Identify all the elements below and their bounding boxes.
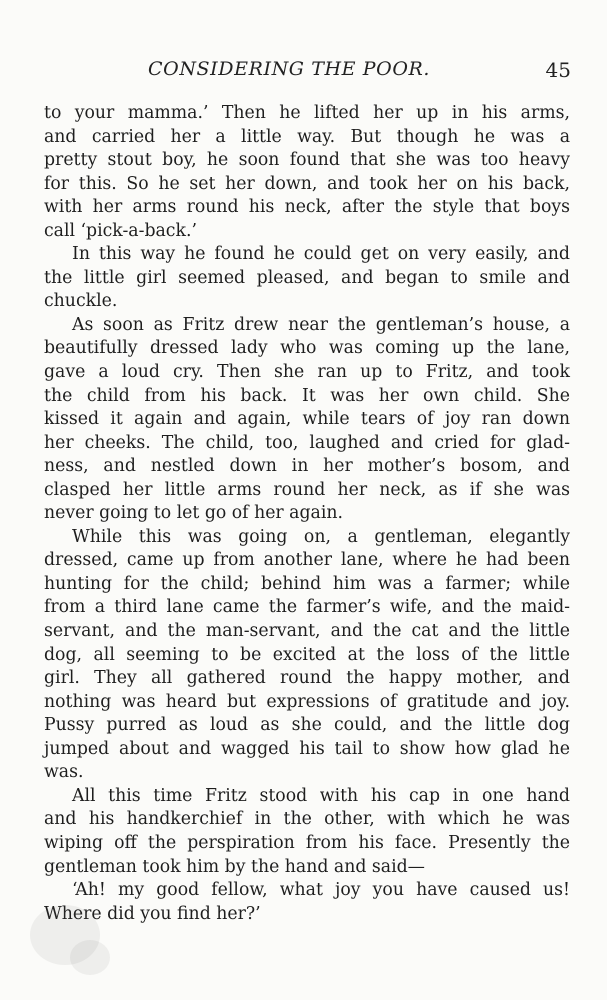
text-line: wiping off the perspiration from his face. Presently the: [44, 832, 570, 853]
text-line: dressed, came up from another lane, where he had been: [44, 550, 570, 571]
text-line: never going to let go of her again.: [44, 503, 343, 524]
text-line: for this. So he set her down, and took her on his back,: [44, 173, 570, 194]
paper-smudge: [70, 940, 110, 975]
text-line: and carried her a little way. But though he was a: [44, 126, 570, 147]
text-line: and his handkerchief in the other, with which he was: [44, 809, 570, 830]
text-line: Where did you find her?’: [44, 903, 261, 924]
text-line: chuckle.: [44, 291, 118, 312]
text-line: was.: [44, 762, 84, 783]
text-line: kissed it again and again, while tears of joy ran down: [44, 409, 570, 430]
text-line: clasped her little arms round her neck, as if she was: [44, 479, 570, 500]
text-line: the little girl seemed pleased, and began to smile and: [44, 267, 570, 288]
text-line: nothing was heard but expressions of gratitude and joy.: [44, 691, 570, 712]
text-line: Pussy purred as loud as she could, and the little dog: [44, 715, 570, 736]
text-line: ‘Ah! my good fellow, what joy you have caused us!: [72, 880, 570, 901]
text-line: servant, and the man-servant, and the cat and the little: [44, 621, 570, 642]
page-header: [0, 58, 607, 84]
text-line: In this way he found he could get on very easily, and: [72, 244, 570, 265]
text-line: All this time Fritz stood with his cap in one hand: [72, 785, 570, 806]
text-line: dog, all seeming to be excited at the loss of the little: [44, 644, 570, 665]
text-line: While this was going on, a gentleman, elegantly: [72, 526, 570, 547]
text-line: beautifully dressed lady who was coming up the lane,: [44, 338, 570, 359]
text-line: gave a loud cry. Then she ran up to Fritz, and took: [44, 362, 570, 383]
text-line: jumped about and wagged his tail to show how glad he: [44, 738, 570, 759]
text-line: her cheeks. The child, too, laughed and cried for glad-: [44, 432, 570, 453]
page-number: 45: [545, 58, 571, 82]
text-line: the child from his back. It was her own child. She: [44, 385, 570, 406]
text-line: ness, and nestled down in her mother’s bosom, and: [44, 456, 570, 477]
text-line: with her arms round his neck, after the style that boys: [44, 197, 570, 218]
text-line: hunting for the child; behind him was a farmer; while: [44, 573, 570, 594]
text-line: gentleman took him by the hand and said—: [44, 856, 425, 877]
text-line: call ‘pick-a-back.’: [44, 220, 197, 241]
text-line: As soon as Fritz drew near the gentleman’s house, a: [72, 314, 570, 335]
text-line: girl. They all gathered round the happy mother, and: [44, 668, 570, 689]
text-line: pretty stout boy, he soon found that she was too heavy: [44, 150, 570, 171]
running-title: CONSIDERING THE POOR.: [148, 58, 431, 80]
text-line: from a third lane came the farmer’s wife, and the maid-: [44, 597, 570, 618]
body-text: [44, 102, 570, 926]
text-line: to your mamma.’ Then he lifted her up in his arms,: [44, 103, 570, 123]
